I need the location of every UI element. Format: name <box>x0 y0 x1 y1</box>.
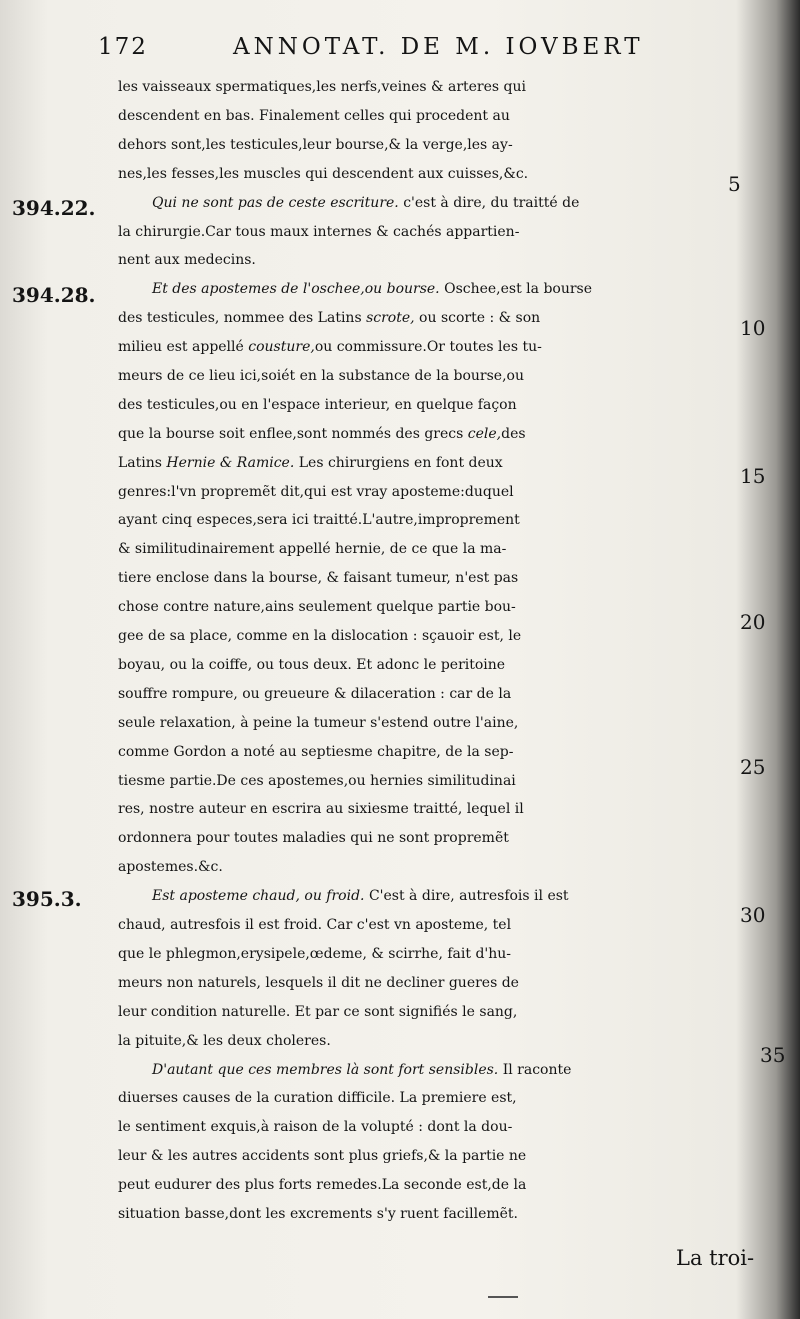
text-line <box>118 621 758 651</box>
text-line <box>118 737 758 767</box>
text-run: tiesme partie.De ces apostemes,ou hernies similitudinai <box>118 773 516 789</box>
text-run: nes,les fesses,les muscles qui descendent aux cuisses,&c. <box>118 166 529 182</box>
italic-text-run: cousture, <box>248 339 315 355</box>
italic-text-run: Est aposteme chaud, ou froid. <box>152 888 365 904</box>
line-number: 20 <box>740 610 766 634</box>
text-run: la pituite,& les deux choleres. <box>118 1033 331 1049</box>
page-mark <box>488 1296 518 1298</box>
text-run: chaud, autresfois il est froid. Car c'est vn aposteme, tel <box>118 917 512 933</box>
text-run: Il raconte <box>498 1062 572 1078</box>
text-line <box>118 852 758 882</box>
margin-ref: 395.3. <box>12 887 82 911</box>
catchword: La troi- <box>676 1246 755 1270</box>
text-line <box>118 130 758 160</box>
text-run: des testicules, nommee des Latins <box>118 310 367 326</box>
text-line <box>118 390 758 420</box>
text-line <box>118 1112 758 1142</box>
text-run: milieu est appellé <box>118 339 249 355</box>
text-line <box>118 72 758 102</box>
text-line <box>118 101 758 131</box>
line-number: 10 <box>740 316 766 340</box>
text-run: & similitudinairement appellé hernie, de ce que la ma- <box>118 541 507 557</box>
text-line <box>118 1141 758 1171</box>
margin-ref: 394.28. <box>12 283 96 307</box>
text-line <box>118 303 758 333</box>
text-line <box>118 217 758 247</box>
text-run: le sentiment exquis,à raison de la volupté : dont la dou- <box>118 1119 513 1135</box>
text-run: genres:l'vn propremẽt dit,qui est vray aposteme:duquel <box>118 484 514 500</box>
text-line <box>118 650 758 680</box>
text-run: Latins <box>118 455 167 471</box>
text-line <box>118 448 758 478</box>
text-line <box>152 881 792 911</box>
text-run: Les chirurgiens en font deux <box>294 455 503 471</box>
text-line <box>118 592 758 622</box>
text-line <box>118 361 758 391</box>
text-line <box>118 245 758 275</box>
text-line <box>118 910 758 940</box>
text-run: chose contre nature,ains seulement quelque partie bou- <box>118 599 516 615</box>
text-line <box>118 708 758 738</box>
text-run: apostemes.&c. <box>118 859 223 875</box>
margin-ref: 394.22. <box>12 196 96 220</box>
italic-text-run: Qui ne sont pas de ceste escriture. <box>152 195 399 211</box>
text-line <box>118 997 758 1027</box>
text-run: boyau, ou la coiffe, ou tous deux. Et adonc le peritoine <box>118 657 506 673</box>
text-line <box>118 1199 758 1229</box>
text-line <box>118 968 758 998</box>
text-line <box>118 534 758 564</box>
text-run: res, nostre auteur en escrira au sixiesme traitté, lequel il <box>118 801 524 817</box>
italic-text-run: Et des apostemes de l'oschee,ou bourse. <box>152 281 440 297</box>
line-number: 15 <box>740 464 766 488</box>
text-run: des <box>501 426 526 442</box>
text-line <box>118 679 758 709</box>
italic-text-run: Hernie & Ramice. <box>166 455 295 471</box>
text-run: dehors sont,les testicules,leur bourse,& la verge,les ay- <box>118 137 513 153</box>
page-header <box>98 30 738 66</box>
text-run: nent aux medecins. <box>118 252 256 268</box>
text-line <box>118 563 758 593</box>
text-run: leur & les autres accidents sont plus griefs,& la partie ne <box>118 1148 527 1164</box>
italic-text-run: cele, <box>467 426 502 442</box>
text-line <box>118 159 758 189</box>
text-run: meurs non naturels, lesquels il dit ne decliner gueres de <box>118 975 519 991</box>
italic-text-run: scrote, <box>366 310 415 326</box>
text-run: gee de sa place, comme en la dislocation : sçauoir est, le <box>118 628 522 644</box>
text-run: peut eudurer des plus forts remedes.La seconde est,de la <box>118 1177 527 1193</box>
text-run: Oschee,est la bourse <box>439 281 593 297</box>
line-number: 35 <box>760 1043 786 1067</box>
text-line <box>118 505 758 535</box>
text-line <box>152 1055 792 1085</box>
text-run: situation basse,dont les excrements s'y ruent facillemẽt. <box>118 1206 518 1222</box>
text-line <box>118 823 758 853</box>
text-run: ou scorte : & son <box>414 310 541 326</box>
text-line <box>118 794 758 824</box>
text-run: C'est à dire, autresfois il est <box>364 888 569 904</box>
text-run: la chirurgie.Car tous maux internes & cachés appartien- <box>118 224 520 240</box>
text-line <box>152 188 792 218</box>
text-run: des testicules,ou en l'espace interieur, en quelque façon <box>118 397 517 413</box>
text-run: ayant cinq especes,sera ici traitté.L'autre,improprement <box>118 512 520 528</box>
text-line <box>118 766 758 796</box>
text-run: ou commissure.Or toutes les tu- <box>314 339 542 355</box>
text-run: ordonnera pour toutes maladies qui ne sont propremẽt <box>118 830 509 846</box>
line-number: 25 <box>740 755 766 779</box>
italic-text-run: D'autant que ces membres là sont fort sensibles. <box>152 1062 499 1078</box>
text-run: seule relaxation, à peine la tumeur s'estend outre l'aine, <box>118 715 519 731</box>
line-number: 5 <box>728 172 741 196</box>
line-number: 30 <box>740 903 766 927</box>
running-title: ANNOTAT. DE M. IOVBERT <box>233 34 644 60</box>
page-number: 172 <box>98 34 148 60</box>
text-run: les vaisseaux spermatiques,les nerfs,veines & arteres qui <box>118 79 526 95</box>
text-run: que la bourse soit enflee,sont nommés des grecs <box>118 426 468 442</box>
text-line <box>118 939 758 969</box>
text-line <box>118 1083 758 1113</box>
text-line <box>118 1170 758 1200</box>
text-run: leur condition naturelle. Et par ce sont signifiés le sang, <box>118 1004 518 1020</box>
text-run: comme Gordon a noté au septiesme chapitre, de la sep- <box>118 744 514 760</box>
text-line <box>118 477 758 507</box>
text-run: tiere enclose dans la bourse, & faisant tumeur, n'est pas <box>118 570 519 586</box>
text-run: souffre rompure, ou greueure & dilaceration : car de la <box>118 686 512 702</box>
text-line <box>118 1026 758 1056</box>
text-run: que le phlegmon,erysipele,œdeme, & scirrhe, fait d'hu- <box>118 946 512 962</box>
text-line <box>152 274 792 304</box>
text-run: descendent en bas. Finalement celles qui procedent au <box>118 108 510 124</box>
text-line <box>118 332 758 362</box>
text-run: c'est à dire, du traitté de <box>398 195 580 211</box>
text-run: meurs de ce lieu ici,soiét en la substance de la bourse,ou <box>118 368 524 384</box>
text-line <box>118 419 758 449</box>
text-run: diuerses causes de la curation difficile. La premiere est, <box>118 1090 517 1106</box>
